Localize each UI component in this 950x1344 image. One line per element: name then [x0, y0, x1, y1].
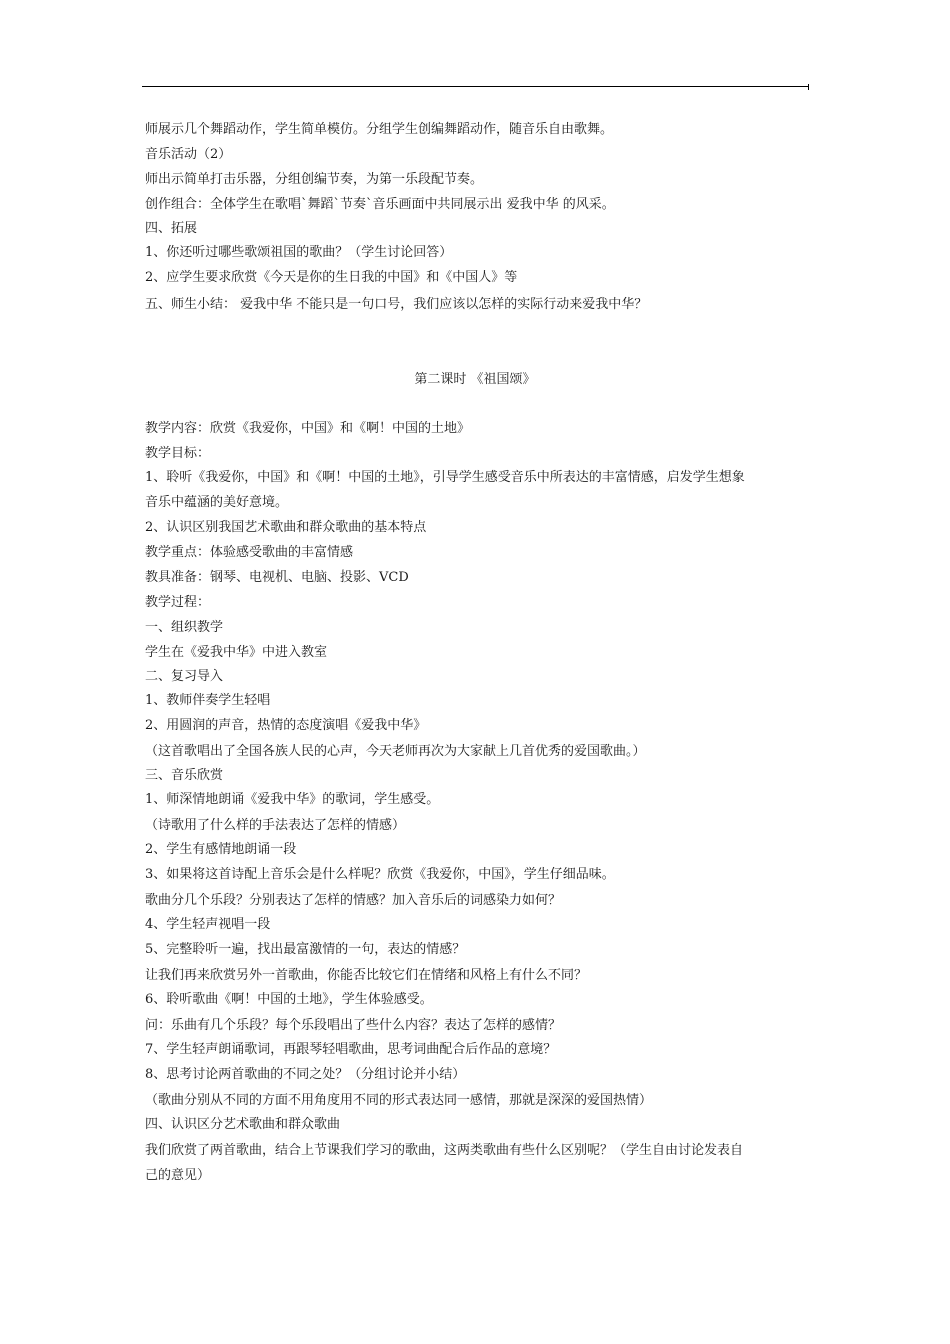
text-line: （这首歌唱出了全国各族人民的心声，今天老师再次为大家献上几首优秀的爱国歌曲。） — [145, 744, 646, 759]
text-line: 教具准备：钢琴、电视机、电脑、投影、VCD — [145, 570, 409, 585]
text-line: 一、组织教学 — [145, 620, 224, 635]
text-line: 让我们再来欣赏另外一首歌曲，你能否比较它们在情绪和风格上有什么不同？ — [145, 968, 588, 983]
text-line: 1、聆听《我爱你，中国》和《啊！中国的土地》，引导学生感受音乐中所表达的丰富情感，启发学生想象 — [145, 470, 745, 485]
header-rule — [142, 86, 808, 87]
text-line: 2、学生有感情地朗诵一段 — [145, 842, 297, 857]
text-line: 学生在《爱我中华》中进入教室 — [145, 645, 328, 660]
text-line: 5、完整聆听一遍，找出最富激情的一句，表达的情感？ — [145, 942, 466, 957]
text-line: 教学过程： — [145, 595, 211, 610]
text-line: 歌曲分几个乐段？分别表达了怎样的情感？加入音乐后的词感染力如何？ — [145, 893, 562, 908]
text-line: 8、思考讨论两首歌曲的不同之处？（分组讨论并小结） — [145, 1067, 466, 1082]
text-line: （歌曲分别从不同的方面不用角度用不同的形式表达同一感情，那就是深深的爱国热情） — [145, 1093, 653, 1108]
text-line: 2、应学生要求欣赏《今天是你的生日我的中国》和《中国人》等 — [145, 270, 518, 285]
text-line: 音乐活动（2） — [145, 147, 232, 162]
lesson-title: 第二课时 《祖国颂》 — [414, 372, 536, 387]
text-line: 4、学生轻声视唱一段 — [145, 917, 271, 932]
text-line: 二、复习导入 — [145, 669, 224, 684]
text-line: 问：乐曲有几个乐段？每个乐段唱出了些什么内容？表达了怎样的感情？ — [145, 1018, 562, 1033]
text-line: 五、师生小结： 爱我中华 不能只是一句口号，我们应该以怎样的实际行动来爱我中华？ — [145, 297, 648, 312]
text-line: 2、用圆润的声音，热情的态度演唱《爱我中华》 — [145, 718, 427, 733]
text-line: 三、音乐欣赏 — [145, 768, 224, 783]
text-line: 2、认识区别我国艺术歌曲和群众歌曲的基本特点 — [145, 520, 427, 535]
text-line: 四、认识区分艺术歌曲和群众歌曲 — [145, 1117, 341, 1132]
text-line: 1、教师伴奏学生轻唱 — [145, 693, 271, 708]
text-line: 教学重点：体验感受歌曲的丰富情感 — [145, 545, 354, 560]
text-line: 创作组合：全体学生在歌唱`舞蹈`节奏`音乐画面中共同展示出 爱我中华 的风采。 — [145, 197, 615, 212]
text-line: 我们欣赏了两首歌曲，结合上节课我们学习的歌曲，这两类歌曲有些什么区别呢？（学生自由讨论发表自 — [145, 1143, 744, 1158]
text-line: 6、聆听歌曲《啊！中国的土地》，学生体验感受。 — [145, 992, 433, 1007]
header-rule-end — [808, 84, 809, 90]
text-line: 四、拓展 — [145, 221, 198, 236]
text-line: （诗歌用了什么样的手法表达了怎样的情感） — [145, 818, 406, 833]
text-line: 1、师深情地朗诵《爱我中华》的歌词，学生感受。 — [145, 792, 440, 807]
text-line: 教学内容：欣赏《我爱你，中国》和《啊！中国的土地》 — [145, 421, 471, 436]
text-line: 音乐中蕴涵的美好意境。 — [145, 495, 289, 510]
text-line: 3、如果将这首诗配上音乐会是什么样呢？欣赏《我爱你，中国》，学生仔细品味。 — [145, 867, 615, 882]
text-line: 7、学生轻声朗诵歌词，再跟琴轻唱歌曲，思考词曲配合后作品的意境？ — [145, 1042, 557, 1057]
text-line: 师出示简单打击乐器，分组创编节奏，为第一乐段配节奏。 — [145, 172, 484, 187]
text-line: 师展示几个舞蹈动作，学生简单模仿。分组学生创编舞蹈动作，随音乐自由歌舞。 — [145, 122, 614, 137]
text-line: 1、你还听过哪些歌颂祖国的歌曲？（学生讨论回答） — [145, 245, 453, 260]
text-line: 己的意见） — [145, 1168, 211, 1183]
text-line: 教学目标： — [145, 446, 211, 461]
